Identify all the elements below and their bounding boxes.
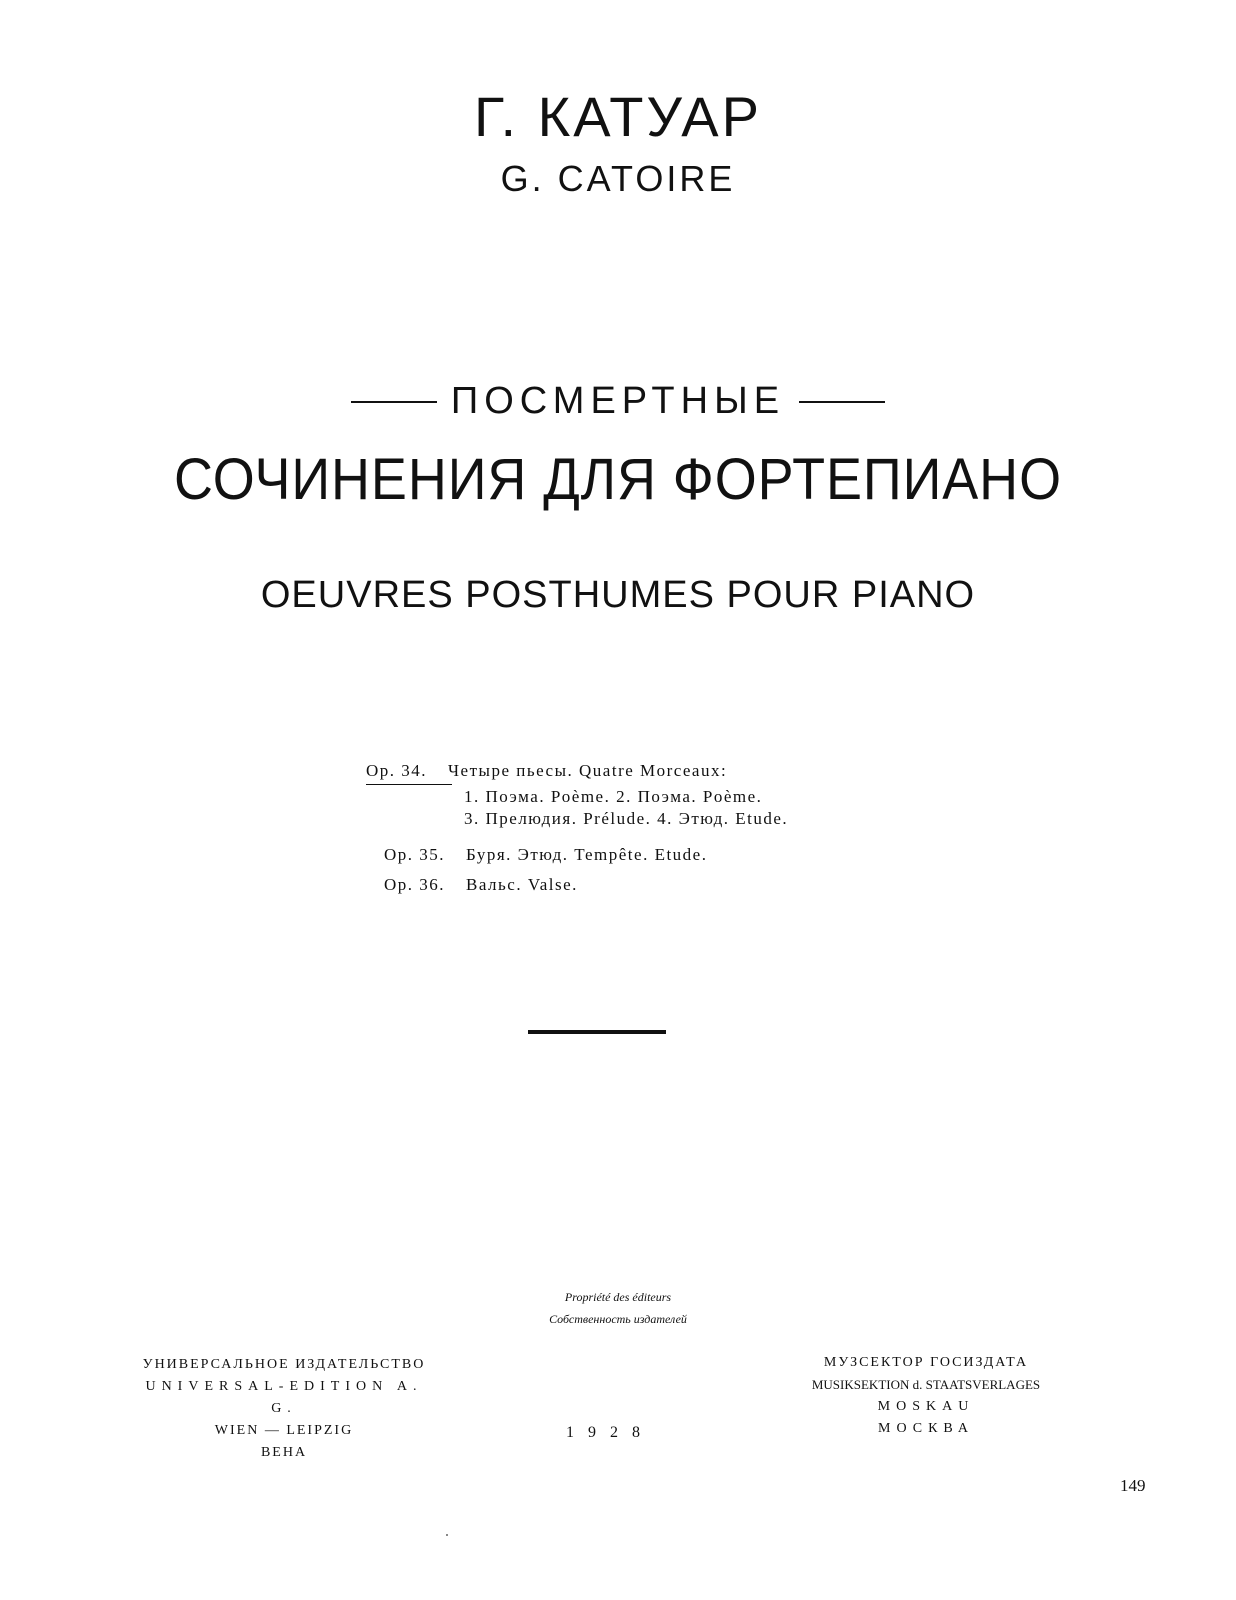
opus-subitem xyxy=(464,808,788,830)
publisher-left xyxy=(134,1354,434,1464)
opus-item xyxy=(366,760,727,782)
posthumous-heading xyxy=(0,380,1236,423)
publication-year: 1928 xyxy=(566,1424,654,1441)
opus-title: Вальс. Valse. xyxy=(466,875,578,894)
opus-number: Op. 36. xyxy=(384,875,446,894)
scan-speck xyxy=(446,1534,448,1536)
publisher-right-line: МУЗСЕКТОР ГОСИЗДАТА xyxy=(823,1355,1029,1370)
opus-underline xyxy=(366,784,452,785)
posthumous-label: ПОСМЕРТНЫЕ xyxy=(450,380,786,422)
publisher-left-line: ВЕНА xyxy=(260,1445,308,1460)
publisher-right-line: МОСКВА xyxy=(878,1421,974,1436)
composer-name-latin: G. CATOIRE xyxy=(500,158,736,199)
opus-title: Четыре пьесы. Quatre Morceaux: xyxy=(448,761,728,780)
publisher-right-line: MUSIKSEKTION d. STAATSVERLAGES xyxy=(811,1377,1041,1392)
property-notice-french: Propriété des éditeurs xyxy=(564,1290,672,1304)
publisher-left-line: WIEN — LEIPZIG xyxy=(214,1423,354,1438)
opus-number: Op. 34. xyxy=(366,761,428,780)
composer-name-russian: Г. КАТУАР xyxy=(474,85,762,148)
opus-item xyxy=(384,874,578,896)
opus-item xyxy=(384,844,707,866)
heading-rule-left xyxy=(351,401,437,403)
opus-number: Op. 35. xyxy=(384,845,446,864)
publisher-right xyxy=(776,1352,1076,1440)
property-notice-russian: Собственность издателей xyxy=(549,1312,687,1326)
opus-title: Буря. Этюд. Tempête. Etude. xyxy=(466,845,708,864)
page-number: 149 xyxy=(1120,1476,1146,1495)
publisher-left-line: УНИВЕРСАЛЬНОЕ ИЗДАТЕЛЬСТВО xyxy=(142,1357,426,1372)
opus-subitem-text: 1. Поэма. Poème. 2. Поэма. Poème. xyxy=(464,787,763,806)
publisher-left-line: UNIVERSAL-EDITION A. G. xyxy=(145,1379,423,1416)
opus-subitem-text: 3. Прелюдия. Prélude. 4. Этюд. Etude. xyxy=(464,809,789,828)
publisher-right-line: MOSKAU xyxy=(877,1399,975,1414)
works-title-russian: СОЧИНЕНИЯ ДЛЯ ФОРТЕПИАНО xyxy=(174,447,1062,512)
works-title-french: OEUVRES POSTHUMES POUR PIANO xyxy=(260,574,976,616)
center-divider xyxy=(528,1030,666,1034)
heading-rule-right xyxy=(799,401,885,403)
opus-subitem xyxy=(464,786,762,808)
